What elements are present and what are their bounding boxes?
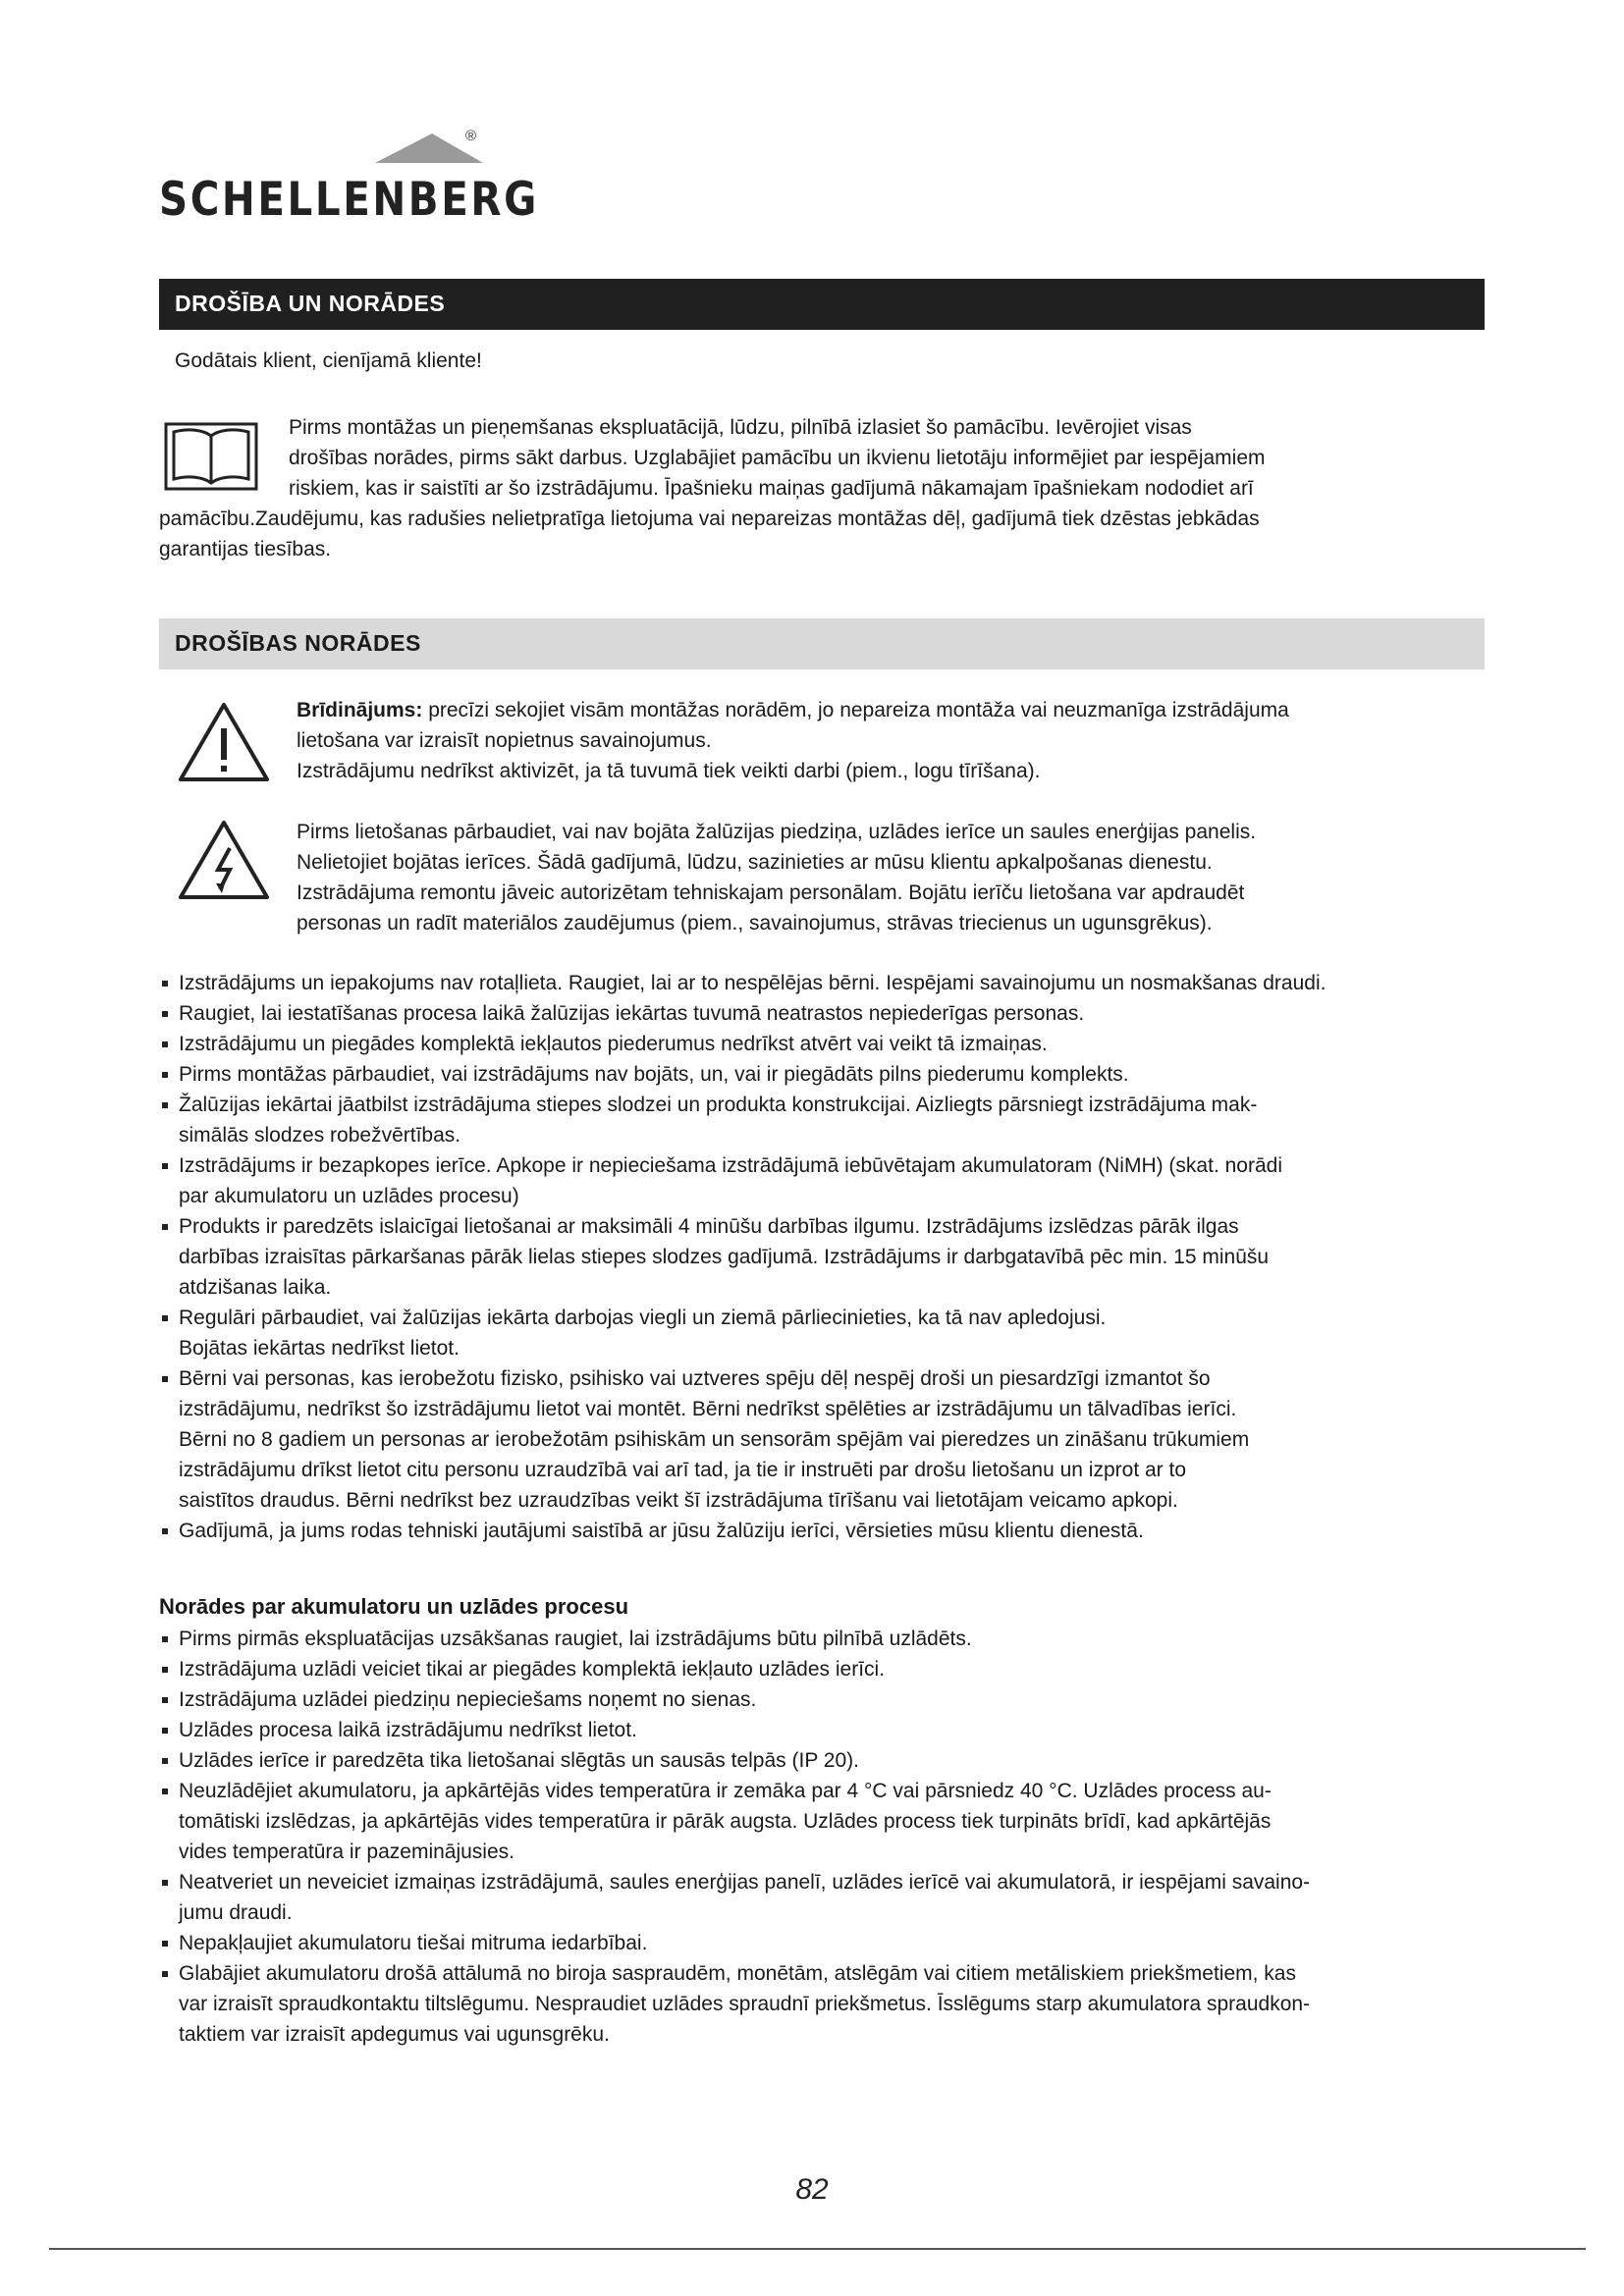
bullet-line: Pirms pirmās ekspluatācijas uzsākšanas raugiet, lai izstrādājums būtu pilnībā uzlādēts. (179, 1628, 972, 1650)
bullet-item (159, 1150, 1485, 1211)
intro-line: pamācību.Zaudējumu, kas radušies nelietpratīga lietojuma vai nepareizas montāžas dēļ, gadījumā tiek dzēstas jebkādas (159, 507, 1260, 530)
greeting: Godātais klient, cienījamā kliente! (175, 349, 482, 372)
bullet-line: saistītos draudus. Bērni nedrīkst bez uzraudzības veikt šī izstrādājuma tīrīšanu vai lietotājam veicamo apkopi. (179, 1489, 1178, 1512)
bullet-line: atdzišanas laika. (179, 1276, 332, 1299)
intro-line: riskiem, kas ir saistīti ar šo izstrādājumu. Īpašnieku maiņas gadījumā nākamajam īpašniekam nododiet arī (289, 477, 1254, 500)
battery-bullet-list (159, 1624, 1485, 2050)
footer-rule (49, 2248, 1586, 2250)
warning-text: Izstrādājumu nedrīkst aktivizēt, ja tā tuvumā tiek veikti darbi (piem., logu tīrīšana). (297, 760, 1041, 782)
bullet-line: var izraisīt spraudkontaktu tiltslēgumu. Nespraudiet uzlādes spraudnī priekšmetus. Īsslēgums starp akumulatora spraudkon- (179, 1993, 1311, 2015)
bullet-line: darbības izraisītas pārkaršanas pārāk lielas stiepes slodzes gadījumā. Izstrādājums ir darbgatavībā pēc min. 15 minūšu (179, 1246, 1270, 1268)
bullet-item (159, 1958, 1485, 2050)
bullet-line: Bērni no 8 gadiem un personas ar ierobežotām psihiskām un sensorām spējām vai pieredzes un zināšanu trūkumiem (179, 1428, 1250, 1451)
bullet-line: tomātiski izslēdzas, ja apkārtējās vides temperatūra ir pārāk augsta. Uzlādes process tiek turpināts brīdī, kad apkārtējās (179, 1810, 1272, 1833)
bullet-line: simālās slodzes robežvērtības. (179, 1124, 461, 1147)
battery-section-title: Norādes par akumulatoru un uzlādes procesu (159, 1594, 629, 1619)
intro-paragraph (159, 412, 1485, 564)
warning-text: Pirms lietošanas pārbaudiet, vai nav bojāta žalūzijas piedziņa, uzlādes ierīce un saules enerģijas panelis. (297, 821, 1257, 843)
bullet-item (159, 1867, 1485, 1928)
bullet-item (159, 1715, 1485, 1745)
intro-line: drošības norādes, pirms sākt darbus. Uzglabājiet pamācību un ikvienu lietotāju informējiet par iespējamiem (289, 447, 1266, 469)
registered-mark: ® (465, 128, 477, 144)
bullet-item (159, 1211, 1485, 1303)
bullet-line: Regulāri pārbaudiet, vai žalūzijas iekārta darbojas viegli un ziemā pārliecinieties, ka tā nav apledojusi. (179, 1307, 1107, 1329)
safety-bullet-list (159, 968, 1485, 1546)
bullet-line: Raugiet, lai iestatīšanas procesa laikā žalūzijas iekārtas tuvumā neatrastos nepiederīgas personas. (179, 1002, 1085, 1025)
bullet-line: Produkts ir paredzēts islaicīgai lietošanai ar maksimāli 4 minūšu darbības ilgumu. Izstrādājums izslēdzas pārāk ilgas (179, 1215, 1239, 1238)
bullet-item (159, 1363, 1485, 1516)
bullet-line: par akumulatoru un uzlādes procesu) (179, 1185, 519, 1207)
bullet-item (159, 1303, 1485, 1363)
bullet-item (159, 1776, 1485, 1867)
bullet-item (159, 1516, 1485, 1546)
bullet-line: Izstrādājumu un piegādes komplektā iekļautos piederumus nedrīkst atvērt vai veikt tā izmaiņas. (179, 1033, 1048, 1055)
bullet-line: Uzlādes ierīce ir paredzēta tika lietošanai slēgtās un sausās telpās (IP 20). (179, 1749, 859, 1772)
warning-block-general (297, 695, 1455, 786)
brand-name: SCHELLENBERG (159, 173, 539, 227)
bullet-item (159, 1059, 1485, 1090)
warning-triangle-icon (177, 701, 271, 783)
bullet-line: izstrādājumu drīkst lietot citu personu uzraudzībā vai arī tad, ja tie ir instruēti par drošu lietošanu un izprot ar to (179, 1459, 1187, 1481)
bullet-line: Izstrādājums ir bezapkopes ierīce. Apkope ir nepieciešama izstrādājumā iebūvētajam akumulatoram (NiMH) (skat. norādi (179, 1154, 1282, 1177)
page-number: 82 (795, 2173, 829, 2206)
warning-text: Izstrādājuma remontu jāveic autorizētam tehniskajam personālam. Bojātu ierīču lietošana var apdraudēt (297, 881, 1245, 904)
bullet-line: Izstrādājuma uzlādei piedziņu nepieciešams noņemt no sienas. (179, 1688, 757, 1711)
bullet-line: Uzlādes procesa laikā izstrādājumu nedrīkst lietot. (179, 1719, 637, 1741)
bullet-line: Bojātas iekārtas nedrīkst lietot. (179, 1337, 460, 1360)
bullet-line: jumu draudi. (179, 1901, 293, 1924)
intro-line: Pirms montāžas un pieņemšanas ekspluatācijā, lūdzu, pilnībā izlasiet šo pamācību. Ievērojiet visas (289, 416, 1192, 439)
section-header-safety: DROŠĪBA UN NORĀDES (159, 279, 1485, 330)
bullet-item (159, 1654, 1485, 1684)
bullet-item (159, 1029, 1485, 1059)
warning-text: Nelietojiet bojātas ierīces. Šādā gadījumā, lūdzu, sazinieties ar mūsu klientu apkalpošanas dienestu. (297, 851, 1213, 874)
warning-label: Brīdinājums: (297, 699, 423, 721)
intro-line: garantijas tiesības. (159, 538, 332, 561)
bullet-item (159, 968, 1485, 998)
section-header-safety-notes: DROŠĪBAS NORĀDES (159, 618, 1485, 669)
bullet-item (159, 1928, 1485, 1958)
bullet-line: Izstrādājums un iepakojums nav rotaļlieta. Raugiet, lai ar to nespēlējas bērni. Iespējami savainojumu un nosmakšanas draudi. (179, 972, 1326, 994)
electric-hazard-icon (177, 819, 271, 901)
bullet-line: Izstrādājuma uzlādi veiciet tikai ar piegādes komplektā iekļauto uzlādes ierīci. (179, 1658, 886, 1681)
brand-logo (159, 128, 539, 227)
warning-text: precīzi sekojiet visām montāžas norādēm, jo nepareiza montāža vai neuzmanīga izstrādājuma (422, 699, 1289, 721)
bullet-line: Pirms montāžas pārbaudiet, vai izstrādājums nav bojāts, un, vai ir piegādāts pilns piederumu komplekts. (179, 1063, 1129, 1086)
bullet-line: Žalūzijas iekārtai jāatbilst izstrādājuma stiepes slodzei un produkta konstrukcijai. Aizliegts pārsniegt izstrādājuma mak- (179, 1094, 1258, 1116)
bullet-line: Nepakļaujiet akumulatoru tiešai mitruma iedarbībai. (179, 1932, 648, 1954)
warning-text: lietošana var izraisīt nopietnus savainojumus. (297, 729, 712, 752)
bullet-line: Gadījumā, ja jums rodas tehniski jautājumi saistībā ar jūsu žalūziju ierīci, vērsieties mūsu klientu dienestā. (179, 1520, 1144, 1542)
bullet-item (159, 1684, 1485, 1715)
bullet-line: Bērni vai personas, kas ierobežotu fizisko, psihisko vai uztveres spēju dēļ nespēj droši un piesardzīgi izmantot šo (179, 1367, 1211, 1390)
bullet-item (159, 998, 1485, 1029)
bullet-line: Glabājiet akumulatoru drošā attālumā no biroja saspraudēm, monētām, atslēgām vai citiem metāliskiem priekšmetiem, kas (179, 1962, 1296, 1985)
warning-block-electric (297, 817, 1455, 938)
bullet-line: Neuzlādējiet akumulatoru, ja apkārtējās vides temperatūra ir zemāka par 4 °C vai pārsniedz 40 °C. Uzlādes process au- (179, 1780, 1272, 1802)
bullet-item (159, 1624, 1485, 1654)
warning-text: personas un radīt materiālos zaudējumus (piem., savainojumus, strāvas triecienus un ugunsgrēkus). (297, 912, 1213, 934)
bullet-line: izstrādājumu, nedrīkst šo izstrādājumu lietot vai montēt. Bērni nedrīkst spēlēties ar izstrādājumu un tālvadības ierīci. (179, 1398, 1237, 1420)
bullet-line: vides temperatūra ir pazeminājusies. (179, 1841, 514, 1863)
bullet-line: Neatveriet un neveiciet izmaiņas izstrādājumā, saules enerģijas panelī, uzlādes ierīcē vai akumulatorā, ir iespējami savaino- (179, 1871, 1311, 1894)
bullet-item (159, 1090, 1485, 1150)
bullet-line: taktiem var izraisīt apdegumus vai ugunsgrēku. (179, 2023, 610, 2046)
bullet-item (159, 1745, 1485, 1776)
